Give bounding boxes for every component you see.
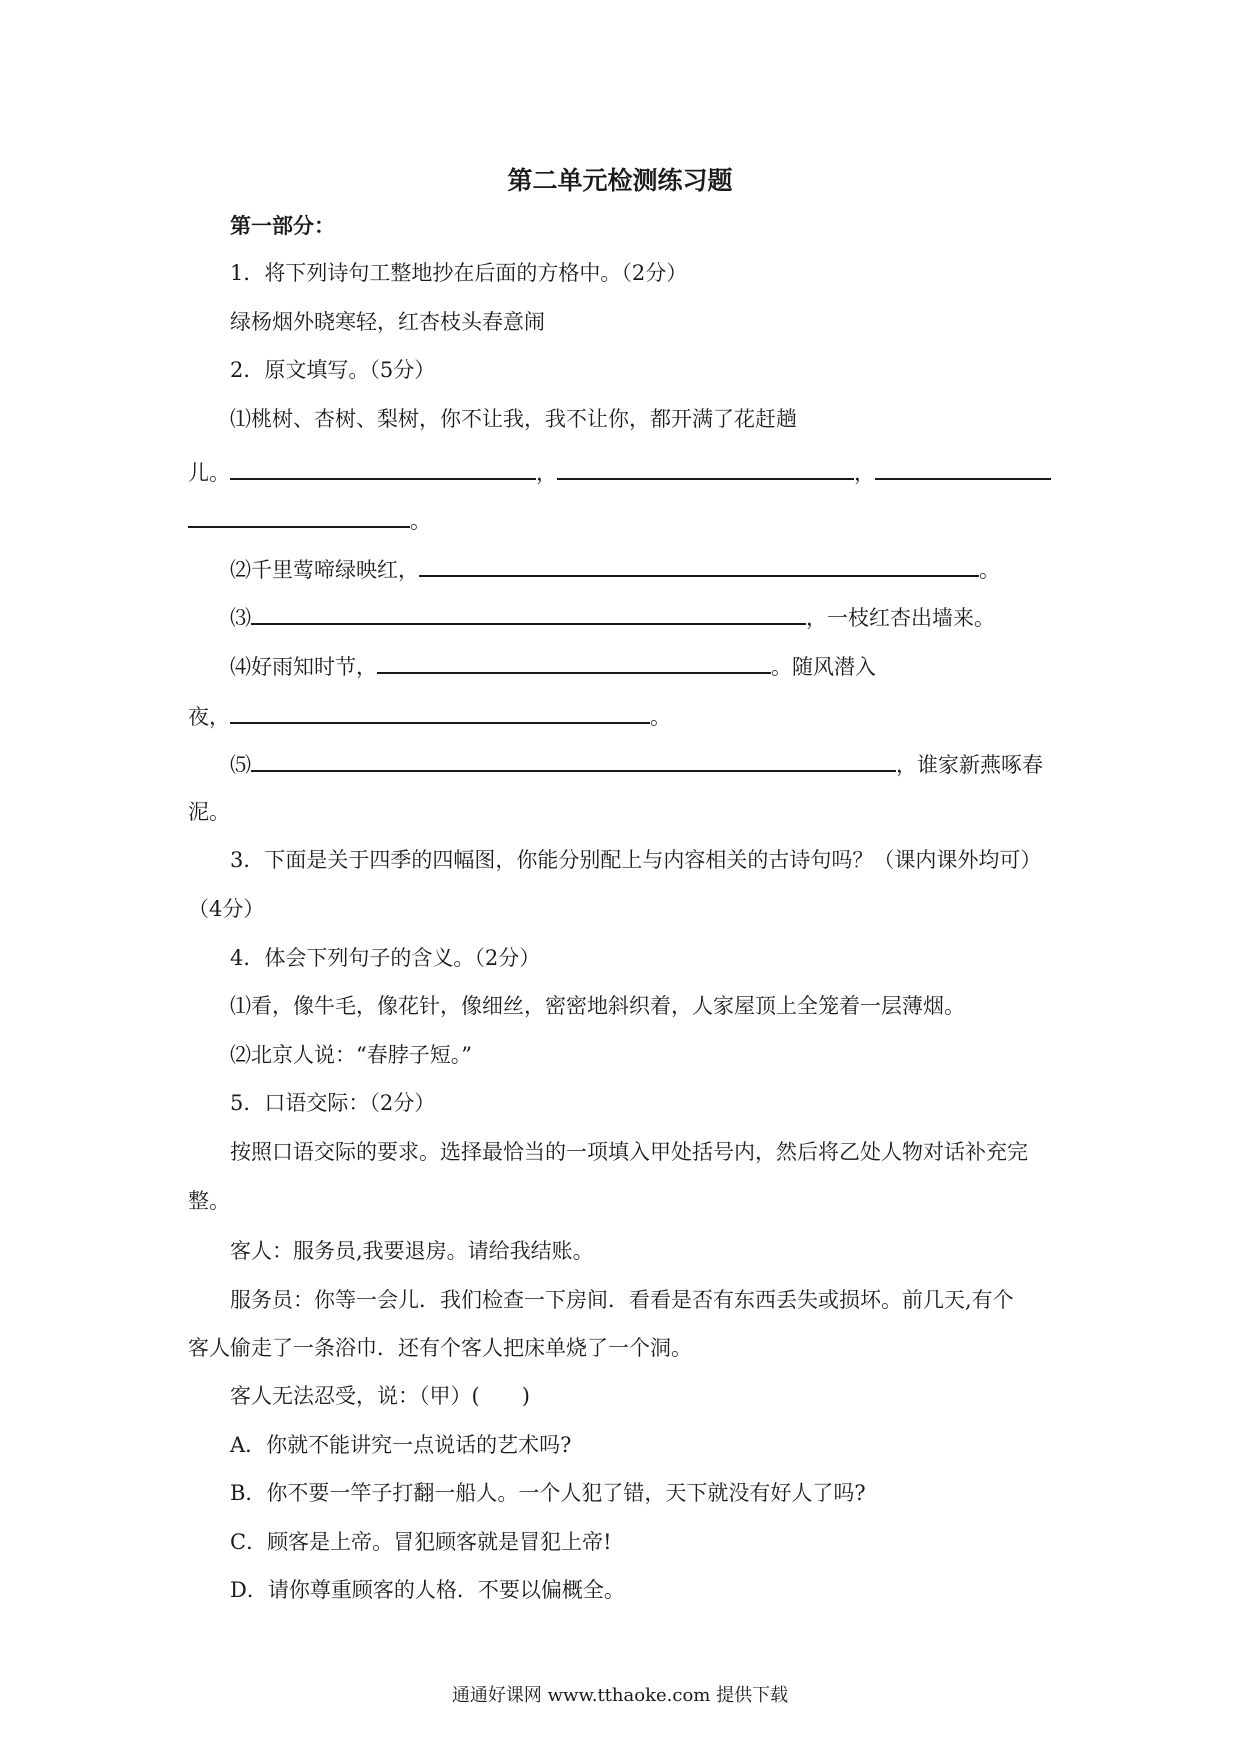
- question-2-item-3: [230, 601, 995, 633]
- question-5-prompt: 5．口语交际：（2分）: [230, 1091, 436, 1115]
- option-b[interactable]: B．你不要一竿子打翻一船人。一个人犯了错，天下就没有好人了吗?: [230, 1481, 866, 1505]
- question-2-item-1: ⑴桃树、杏树、梨树，你不让我，我不让你，都开满了花赶趟: [230, 407, 797, 431]
- question-2-item-4: [230, 650, 876, 682]
- question-2-item-5-continued: 泥。: [188, 800, 230, 824]
- comma: ，: [854, 461, 875, 485]
- question-2-item-1-continued: [188, 504, 431, 536]
- text-fragment: 儿。: [188, 461, 230, 485]
- answer-blank[interactable]: [419, 553, 979, 577]
- question-4-item-1: ⑴看，像牛毛，像花针，像细丝，密密地斜织着，人家屋顶上全笼着一层薄烟。: [230, 994, 965, 1018]
- answer-blank[interactable]: [557, 456, 854, 480]
- page-title: 第二单元检测练习题: [507, 166, 733, 195]
- text-fragment: ⑸: [230, 753, 251, 777]
- question-2-item-2: [230, 553, 1000, 585]
- page-footer: 通通好课网 www.tthaoke.com 提供下载: [451, 1685, 789, 1706]
- period: 。: [650, 705, 671, 729]
- option-a[interactable]: A．你就不能讲究一点说话的艺术吗?: [230, 1433, 572, 1457]
- answer-blank[interactable]: [251, 748, 896, 772]
- option-c[interactable]: C．顾客是上帝。冒犯顾客就是冒犯上帝!: [230, 1530, 612, 1554]
- question-4-item-2: ⑵北京人说：“春脖子短。”: [230, 1043, 472, 1067]
- question-4-prompt: 4．体会下列句子的含义。（2分）: [230, 946, 541, 970]
- question-2-item-1-blanks: [188, 456, 1051, 488]
- dialogue-staff-line-continued: 客人偷走了一条浴巾．还有个客人把床单烧了一个洞。: [188, 1336, 692, 1360]
- option-d[interactable]: D．请你尊重顾客的人格．不要以偏概全。: [230, 1578, 625, 1602]
- text-fragment: ，谁家新燕啄春: [896, 753, 1043, 777]
- answer-blank[interactable]: [230, 456, 536, 480]
- section-heading: 第一部分：: [230, 214, 335, 238]
- text-fragment: ⑵千里莺啼绿映红，: [230, 558, 419, 582]
- period: 。: [979, 558, 1000, 582]
- dialogue-staff-line: 服务员：你等一会儿．我们检查一下房间．看看是否有东西丢失或损坏。前几天,有个: [230, 1288, 1014, 1312]
- text-fragment: ⑷好雨知时节，: [230, 655, 377, 679]
- question-2-item-5: [230, 748, 1043, 780]
- question-1-prompt: 1．将下列诗句工整地抄在后面的方格中。（2分）: [230, 261, 688, 285]
- question-3-prompt: 3．下面是关于四季的四幅图，你能分别配上与内容相关的古诗句吗？（课内课外均可）: [230, 848, 1042, 872]
- question-5-instruction-continued: 整。: [188, 1189, 230, 1213]
- dialogue-guest-reply: 客人无法忍受，说：（甲）( ): [230, 1384, 530, 1408]
- text-fragment: 夜，: [188, 705, 230, 729]
- question-2-item-4-continued: [188, 700, 671, 732]
- dialogue-guest-line: 客人：服务员,我要退房。请给我结账。: [230, 1239, 594, 1263]
- period: 。: [410, 509, 431, 533]
- answer-blank[interactable]: [377, 650, 771, 674]
- text-fragment: 。随风潜入: [771, 655, 876, 679]
- answer-blank[interactable]: [188, 504, 410, 528]
- answer-blank[interactable]: [875, 456, 1051, 480]
- text-fragment: ，一枝红杏出墙来。: [806, 606, 995, 630]
- question-1-poem: 绿杨烟外晓寒轻，红杏枝头春意闹: [230, 310, 545, 334]
- answer-blank[interactable]: [251, 601, 806, 625]
- question-3-score: （4分）: [188, 897, 265, 921]
- text-fragment: ⑶: [230, 606, 251, 630]
- answer-blank[interactable]: [230, 700, 650, 724]
- comma: ，: [536, 461, 557, 485]
- question-5-instruction: 按照口语交际的要求。选择最恰当的一项填入甲处括号内，然后将乙处人物对话补充完: [230, 1140, 1028, 1164]
- question-2-prompt: 2．原文填写。（5分）: [230, 358, 436, 382]
